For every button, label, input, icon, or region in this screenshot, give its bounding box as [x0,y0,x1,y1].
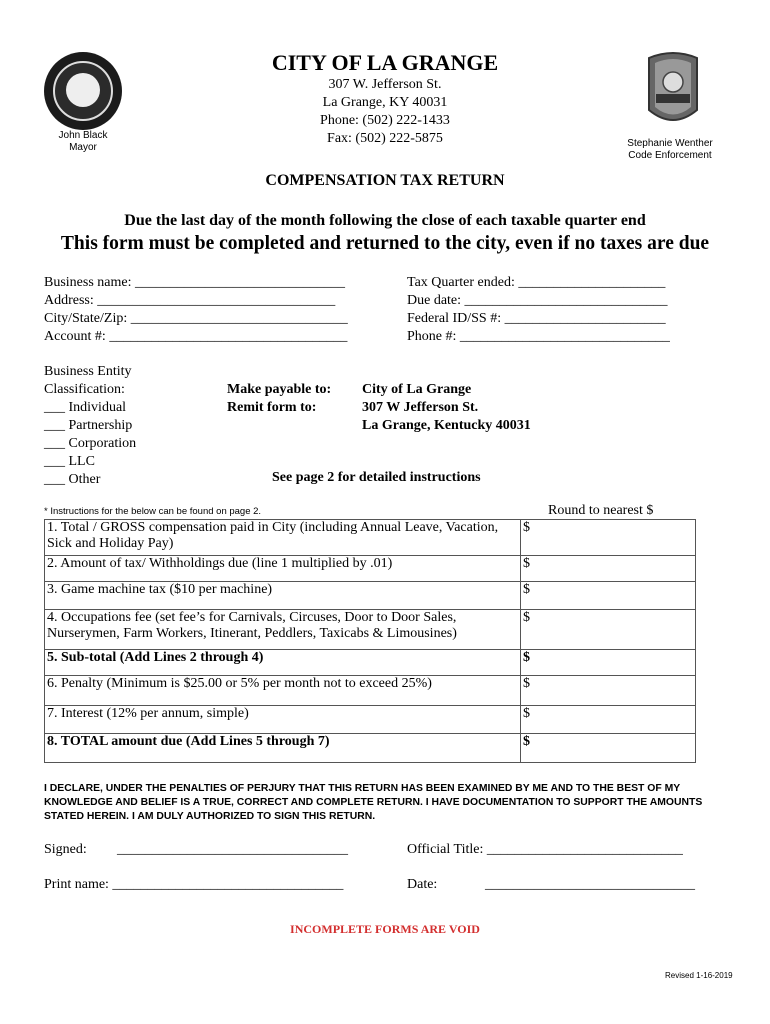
payment-labels [227,381,331,417]
entity-individual[interactable]: ___ Individual [44,400,127,415]
signed-label: Signed: [44,842,87,857]
city-state-zip-field[interactable]: City/State/Zip: _______________________________ [44,311,348,326]
tax-line-row [45,582,696,610]
payable-value: City of La Grange [362,382,472,397]
address-line2: La Grange, KY 40031 [322,95,448,110]
mayor-block [44,130,122,154]
tax-line-row [45,520,696,556]
phone-line: Phone: (502) 222-1433 [320,113,450,128]
tax-line-amount[interactable]: $ [521,650,696,676]
account-number-field[interactable]: Account #: __________________________________ [44,329,348,344]
entity-other[interactable]: ___ Other [44,472,101,487]
date-label: Date: [407,877,438,892]
tax-line-amount[interactable]: $ [521,556,696,582]
tax-line-label: 5. Sub-total (Add Lines 2 through 4) [45,650,521,676]
entity-corporation[interactable]: ___ Corporation [44,436,137,451]
tax-line-amount[interactable]: $ [521,610,696,650]
print-name-field[interactable]: Print name: _________________________________ [44,877,344,892]
payable-label: Make payable to: [227,382,332,397]
tax-line-label: 4. Occupations fee (set fee’s for Carnivals, Circuses, Door to Door Sales, Nurserymen, Farm Workers, Itinerant, Peddlers, Taxicabs & Limousines) [45,610,521,650]
tax-line-amount[interactable]: $ [521,706,696,734]
tax-line-label: 6. Penalty (Minimum is $25.00 or 5% per month not to exceed 25%) [45,676,521,706]
code-title: Code Enforcement [628,150,712,161]
entity-classification [44,363,136,489]
must-line: This form must be completed and returned to the city, even if no taxes are due [60,233,710,254]
instructions-note: * Instructions for the below can be found on page 2. [44,506,262,517]
tax-line-row [45,650,696,676]
entity-llc[interactable]: ___ LLC [44,454,95,469]
phone-field[interactable]: Phone #: ______________________________ [407,329,670,344]
fax-line: Fax: (502) 222-5875 [327,131,443,146]
entity-heading-2: Classification: [44,382,125,397]
payment-values [362,381,531,435]
revised-date: Revised 1-16-2019 [665,971,733,980]
form-title: COMPENSATION TAX RETURN [265,172,505,189]
remit-line1: 307 W Jefferson St. [362,400,479,415]
tax-line-label: 1. Total / GROSS compensation paid in City (including Annual Leave, Vacation, Sick and Holiday Pay) [45,520,521,556]
due-line: Due the last day of the month following the close of each taxable quarter end [124,212,646,229]
mayor-title: Mayor [69,142,97,153]
fields-left [44,274,348,346]
tax-line-label: 3. Game machine tax ($10 per machine) [45,582,521,610]
round-note: Round to nearest $ [548,503,654,518]
city-title: CITY OF LA GRANGE [271,50,499,75]
void-notice: INCOMPLETE FORMS ARE VOID [290,922,480,936]
declaration-text: I DECLARE, UNDER THE PENALTIES OF PERJURY THAT THIS RETURN HAS BEEN EXAMINED BY ME AND TO THE BEST OF MY KNOWLEDGE AND BELIEF IS A TRUE, CORRECT AND COMPLETE RETURN. I HAVE DOCUMENTATION TO SUPPORT THE AMOUNTS STATED HEREIN. I AM DULY AUTHORIZED TO SIGN THIS RETURN. [44,783,703,822]
tax-quarter-field[interactable]: Tax Quarter ended: _____________________ [407,275,666,290]
code-enforcement-block [615,138,725,162]
entity-partnership[interactable]: ___ Partnership [44,418,133,433]
fields-right [407,274,670,346]
tax-line-row [45,610,696,650]
date-line[interactable]: ______________________________ [485,877,695,892]
tax-line-row [45,706,696,734]
tax-line-label: 8. TOTAL amount due (Add Lines 5 through 7) [45,734,521,763]
tax-line-amount[interactable]: $ [521,734,696,763]
tax-line-amount[interactable]: $ [521,676,696,706]
official-title-field[interactable]: Official Title: ____________________________ [407,842,683,857]
tax-line-row [45,676,696,706]
tax-line-amount[interactable]: $ [521,520,696,556]
tax-lines-table [44,519,696,763]
tax-line-label: 2. Amount of tax/ Withholdings due (line 1 multiplied by .01) [45,556,521,582]
see-page-note: See page 2 for detailed instructions [272,470,481,485]
tax-line-label: 7. Interest (12% per annum, simple) [45,706,521,734]
federal-id-field[interactable]: Federal ID/SS #: _______________________ [407,311,666,326]
code-name: Stephanie Wenther [627,138,713,149]
entity-heading: Business Entity [44,364,132,379]
business-name-field[interactable]: Business name: ______________________________ [44,275,345,290]
address-line1: 307 W. Jefferson St. [328,77,442,92]
due-date-field[interactable]: Due date: _____________________________ [407,293,668,308]
signed-line[interactable]: _________________________________ [117,842,348,857]
remit-line2: La Grange, Kentucky 40031 [362,418,531,433]
mayor-name: John Black [58,130,108,141]
remit-label: Remit form to: [227,400,317,415]
address-field[interactable]: Address: __________________________________ [44,293,336,308]
tax-line-row [45,734,696,763]
tax-line-amount[interactable]: $ [521,582,696,610]
tax-line-row [45,556,696,582]
